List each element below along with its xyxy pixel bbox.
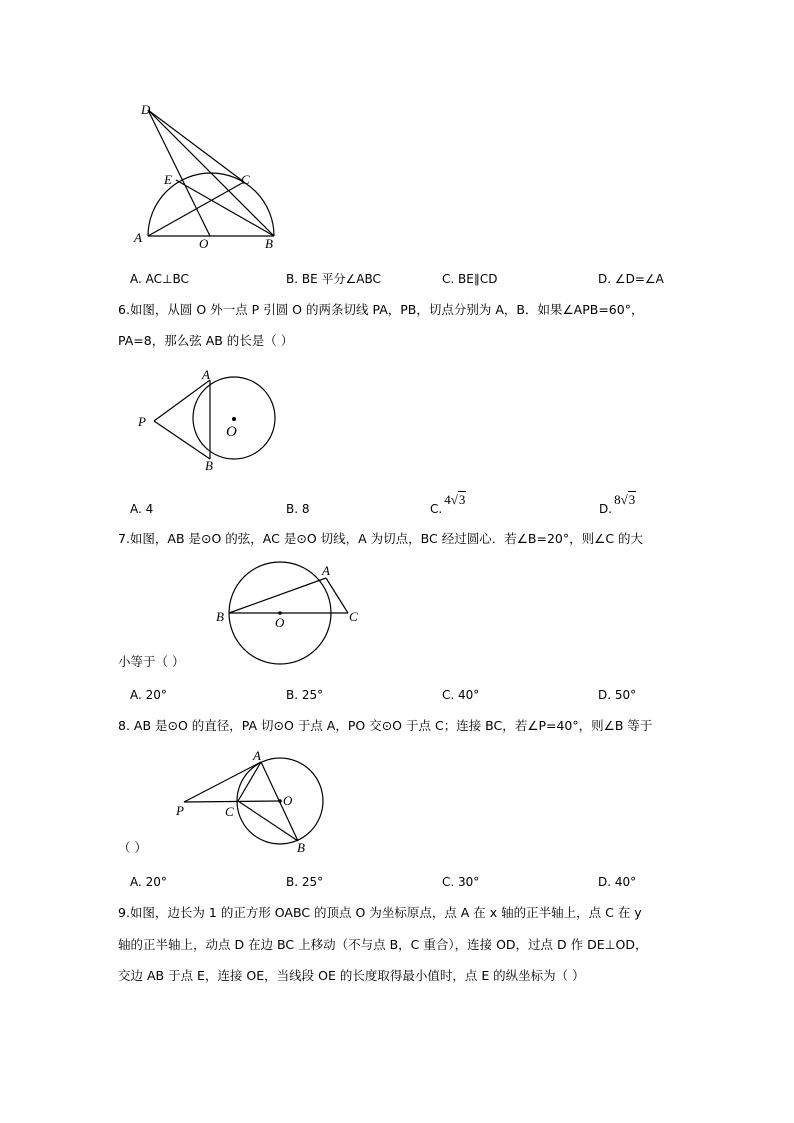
tangent-pb bbox=[154, 421, 210, 459]
label-o: O bbox=[199, 236, 209, 251]
q9-stem-line3: 交边 AB 于点 E，连接 OE，当线段 OE 的长度取得最小值时，点 E 的纵坐标为（ ） bbox=[118, 968, 585, 983]
q7-stem-line2: 小等于（ ） bbox=[118, 654, 185, 669]
q8-stem-line1: 8. AB 是⊙O 的直径，PA 切⊙O 于点 A，PO 交⊙O 于点 C；连接 BC，若∠P=40°，则∠B 等于 bbox=[118, 718, 653, 733]
q6-option-c-coef: 4 bbox=[444, 492, 451, 507]
figure-q8 bbox=[170, 745, 335, 857]
label-o: O bbox=[283, 793, 293, 808]
segment-po bbox=[184, 801, 280, 802]
segment-dc bbox=[148, 110, 244, 182]
label-o: O bbox=[226, 424, 237, 440]
q5-option-c[interactable]: C. BE∥CD bbox=[442, 272, 498, 286]
segment-eb bbox=[176, 180, 274, 236]
label-e: E bbox=[164, 172, 172, 187]
label-c: C bbox=[241, 172, 250, 187]
label-d: D bbox=[141, 102, 151, 117]
q6-option-c-radicand: 3 bbox=[458, 492, 466, 507]
label-a: A bbox=[202, 367, 210, 382]
q5-option-d[interactable]: D. ∠D=∠A bbox=[598, 272, 664, 286]
q6-option-d-coef: 8 bbox=[614, 492, 621, 507]
q6-option-b[interactable]: B. 8 bbox=[286, 502, 310, 516]
segment-do bbox=[148, 110, 210, 236]
q8-stem-line2: （ ） bbox=[118, 840, 147, 855]
label-p: P bbox=[138, 414, 146, 429]
sqrt-icon: √ bbox=[450, 492, 458, 507]
q6-stem-line2: PA=8，那么弦 AB 的长是（ ） bbox=[118, 333, 294, 348]
q8-option-b[interactable]: B. 25° bbox=[286, 875, 324, 889]
q6-option-c[interactable] bbox=[430, 492, 466, 516]
label-a: A bbox=[322, 563, 330, 578]
q6-option-c-prefix: C. bbox=[430, 502, 443, 516]
figure-q7 bbox=[210, 555, 370, 670]
label-a: A bbox=[253, 748, 261, 763]
label-a: A bbox=[134, 230, 142, 245]
chord-ab bbox=[229, 578, 326, 613]
q6-option-a[interactable]: A. 4 bbox=[130, 502, 154, 516]
q7-option-d[interactable]: D. 50° bbox=[598, 688, 637, 702]
label-b: B bbox=[265, 236, 273, 251]
q5-option-a[interactable]: A. AC⊥BC bbox=[130, 272, 189, 286]
center-dot bbox=[232, 417, 236, 421]
q9-stem-line1: 9.如图，边长为 1 的正方形 OABC 的顶点 O 为坐标原点，点 A 在 x 轴的正半轴上，点 C 在 y bbox=[118, 905, 642, 920]
q8-option-d[interactable]: D. 40° bbox=[598, 875, 637, 889]
label-c: C bbox=[349, 609, 358, 624]
label-b: B bbox=[205, 458, 213, 473]
tangent-ac bbox=[326, 578, 348, 613]
label-o: O bbox=[275, 615, 285, 630]
q5-option-b[interactable]: B. BE 平分∠ABC bbox=[286, 272, 381, 286]
figure-q6 bbox=[130, 360, 290, 480]
q7-option-b[interactable]: B. 25° bbox=[286, 688, 324, 702]
q6-option-d[interactable] bbox=[599, 492, 636, 516]
sqrt-icon: √ bbox=[620, 492, 628, 507]
q6-option-d-prefix: D. bbox=[599, 502, 613, 516]
segment-ac bbox=[148, 182, 244, 236]
label-p: P bbox=[176, 803, 184, 818]
label-c: C bbox=[225, 804, 234, 819]
label-b: B bbox=[216, 609, 224, 624]
q7-option-c[interactable]: C. 40° bbox=[442, 688, 480, 702]
q6-option-d-radicand: 3 bbox=[628, 492, 636, 507]
q7-option-a[interactable]: A. 20° bbox=[130, 688, 167, 702]
q8-option-c[interactable]: C. 30° bbox=[442, 875, 480, 889]
q9-stem-line2: 轴的正半轴上，动点 D 在边 BC 上移动（不与点 B，C 重合），连接 OD，过点 D 作 DE⊥OD， bbox=[118, 937, 648, 952]
q8-option-a[interactable]: A. 20° bbox=[130, 875, 167, 889]
q7-stem-line1: 7.如图，AB 是⊙O 的弦，AC 是⊙O 切线，A 为切点，BC 经过圆心．若∠B=20°，则∠C 的大 bbox=[118, 531, 644, 546]
center-dot bbox=[278, 799, 282, 803]
tangent-pa bbox=[154, 380, 210, 421]
q6-stem-line1: 6.如图，从圆 O 外一点 P 引圆 O 的两条切线 PA，PB，切点分别为 A，B．如果∠APB=60°， bbox=[118, 302, 644, 317]
figure-q5 bbox=[128, 100, 288, 252]
label-b: B bbox=[297, 840, 305, 855]
